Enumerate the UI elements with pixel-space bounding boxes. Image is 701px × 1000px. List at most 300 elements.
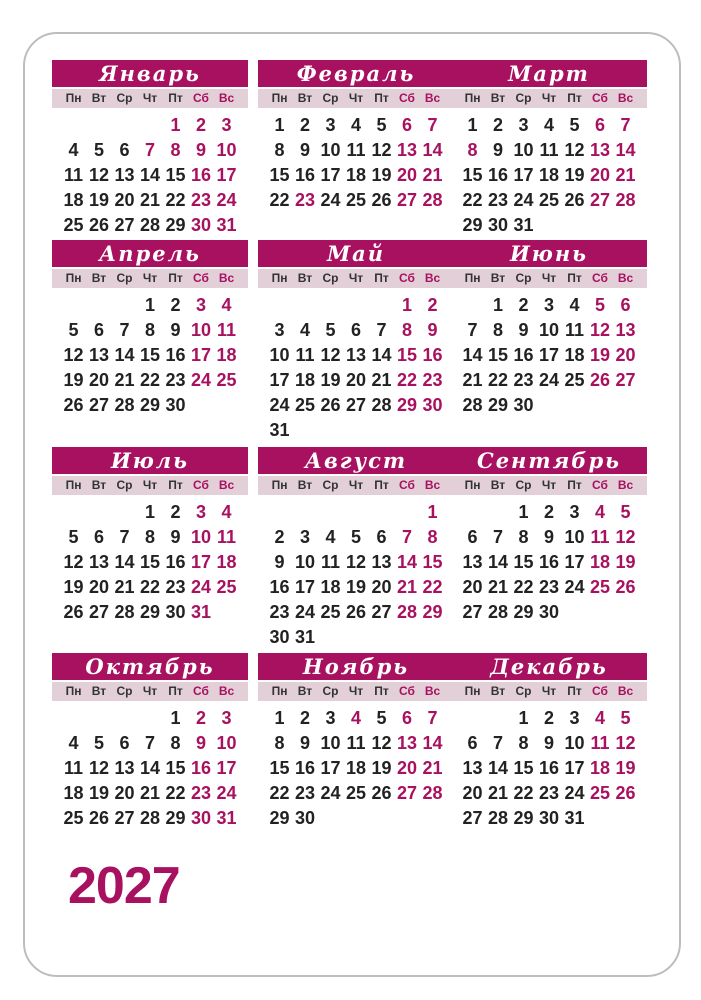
day-cell: 11: [63, 165, 84, 185]
empty-cell: [267, 500, 293, 525]
day-cell: 4: [569, 295, 580, 315]
day-cell: 8: [492, 320, 503, 340]
day-cell: 24: [190, 577, 212, 597]
weekday-label: Чт: [541, 478, 557, 492]
day-cell: 16: [538, 758, 560, 778]
day-cell: 22: [269, 783, 290, 803]
day-cell: 9: [299, 140, 310, 160]
month-title: Май: [258, 240, 454, 267]
day-cell: 6: [93, 320, 104, 340]
weekday-label: Ср: [322, 684, 339, 698]
day-cell: 24: [320, 190, 341, 210]
weekday-header: [258, 476, 454, 495]
day-cell: 21: [139, 783, 161, 803]
weekday-label: Ср: [322, 478, 339, 492]
day-cell: 6: [119, 140, 130, 160]
day-cell: 26: [320, 395, 341, 415]
day-cell: 13: [371, 552, 392, 572]
day-cell: 21: [396, 577, 418, 597]
year-label: 2027: [68, 857, 180, 915]
weekday-label: Ср: [116, 684, 133, 698]
day-cell: 12: [345, 552, 367, 572]
weekday-label: Сб: [399, 271, 415, 285]
weekday-header: [258, 682, 454, 701]
day-cell: 4: [594, 502, 605, 522]
day-cell: 25: [345, 190, 367, 210]
day-cell: 12: [615, 733, 636, 753]
day-cell: 9: [543, 527, 554, 547]
weekday-label: Ср: [116, 91, 133, 105]
day-cell: 3: [569, 502, 580, 522]
weekday-label: Вт: [91, 684, 107, 698]
weekday-label: Ср: [515, 271, 532, 285]
day-cell: 2: [195, 115, 206, 135]
weekday-label: Вт: [91, 478, 107, 492]
day-cell: 15: [139, 345, 161, 365]
day-cell: 30: [538, 602, 560, 622]
day-cell: 31: [190, 602, 212, 622]
empty-cell: [137, 706, 163, 731]
day-cell: 16: [538, 552, 560, 572]
day-cell: 5: [620, 502, 631, 522]
day-cell: 18: [589, 758, 611, 778]
day-cell: 12: [564, 140, 585, 160]
day-cell: 22: [513, 783, 534, 803]
day-cell: 17: [216, 758, 237, 778]
day-cell: 21: [139, 190, 161, 210]
day-cell: 12: [63, 552, 84, 572]
day-cell: 15: [396, 345, 418, 365]
empty-cell: [86, 113, 112, 138]
day-cell: 19: [589, 345, 611, 365]
day-cell: 14: [422, 140, 443, 160]
weekday-label: Сб: [193, 478, 209, 492]
day-cell: 2: [299, 115, 310, 135]
month-block: [52, 60, 248, 238]
weekday-label: Пт: [374, 478, 389, 492]
day-cell: 11: [346, 140, 366, 160]
day-cell: 9: [170, 527, 181, 547]
day-cell: 16: [513, 345, 534, 365]
day-cell: 1: [170, 115, 181, 135]
day-cell: 18: [216, 552, 237, 572]
weekday-label: Пт: [567, 684, 582, 698]
weekday-label: Вт: [297, 478, 313, 492]
day-cell: 24: [538, 370, 560, 390]
day-cell: 21: [114, 577, 135, 597]
day-cell: 1: [274, 115, 285, 135]
days-grid: [451, 500, 647, 625]
day-cell: 4: [68, 140, 79, 160]
days-grid: [52, 293, 248, 418]
day-cell: 31: [216, 808, 237, 828]
day-cell: 27: [396, 783, 418, 803]
weekday-label: Вс: [424, 478, 441, 492]
empty-cell: [292, 293, 318, 318]
day-cell: 15: [139, 552, 161, 572]
day-cell: 24: [216, 190, 237, 210]
day-cell: 21: [615, 165, 636, 185]
weekday-label: Вт: [490, 478, 506, 492]
weekday-label: Пн: [464, 684, 481, 698]
day-cell: 23: [294, 783, 316, 803]
weekday-label: Чт: [541, 271, 557, 285]
empty-cell: [112, 293, 138, 318]
day-cell: 29: [513, 808, 534, 828]
weekday-label: Вс: [218, 684, 235, 698]
day-cell: 3: [221, 708, 232, 728]
days-grid: [52, 113, 248, 238]
day-cell: 24: [216, 783, 237, 803]
day-cell: 1: [144, 502, 155, 522]
day-cell: 3: [569, 708, 580, 728]
day-cell: 17: [564, 552, 585, 572]
day-cell: 11: [295, 345, 315, 365]
days-grid: [258, 293, 454, 443]
day-cell: 10: [216, 733, 237, 753]
weekday-label: Пт: [374, 91, 389, 105]
day-cell: 28: [139, 215, 161, 235]
empty-cell: [61, 500, 87, 525]
month-title: Июль: [52, 447, 248, 474]
day-cell: 3: [195, 502, 206, 522]
day-cell: 18: [320, 577, 341, 597]
day-cell: 27: [589, 190, 611, 210]
day-cell: 31: [269, 420, 290, 440]
day-cell: 27: [88, 602, 110, 622]
day-cell: 20: [462, 577, 483, 597]
day-cell: 4: [325, 527, 336, 547]
day-cell: 18: [589, 552, 611, 572]
day-cell: 11: [346, 733, 366, 753]
weekday-label: Чт: [348, 478, 364, 492]
day-cell: 30: [165, 602, 186, 622]
day-cell: 25: [564, 370, 585, 390]
weekday-label: Вт: [490, 684, 506, 698]
day-cell: 4: [350, 115, 361, 135]
day-cell: 17: [513, 165, 534, 185]
weekday-label: Ср: [116, 478, 133, 492]
empty-cell: [86, 293, 112, 318]
day-cell: 18: [345, 758, 367, 778]
day-cell: 13: [114, 758, 135, 778]
day-cell: 17: [269, 370, 290, 390]
day-cell: 10: [320, 140, 341, 160]
day-cell: 15: [269, 758, 290, 778]
day-cell: 7: [492, 527, 503, 547]
weekday-label: Вт: [490, 271, 506, 285]
month-title: Декабрь: [451, 653, 647, 680]
day-cell: 19: [345, 577, 367, 597]
empty-cell: [460, 706, 486, 731]
day-cell: 10: [190, 527, 212, 547]
day-cell: 27: [345, 395, 367, 415]
day-cell: 27: [462, 602, 483, 622]
days-grid: [52, 500, 248, 625]
day-cell: 30: [190, 215, 212, 235]
weekday-label: Пт: [168, 271, 183, 285]
day-cell: 23: [190, 783, 212, 803]
day-cell: 30: [269, 627, 290, 647]
day-cell: 18: [564, 345, 585, 365]
weekday-label: Вт: [91, 271, 107, 285]
month-title: Октябрь: [52, 653, 248, 680]
day-cell: 11: [320, 552, 341, 572]
days-grid: [258, 113, 454, 213]
day-cell: 20: [371, 577, 392, 597]
day-cell: 30: [165, 395, 186, 415]
weekday-label: Вс: [617, 271, 634, 285]
day-cell: 27: [114, 215, 135, 235]
day-cell: 26: [63, 395, 84, 415]
day-cell: 10: [190, 320, 212, 340]
day-cell: 8: [401, 320, 412, 340]
day-cell: 26: [564, 190, 585, 210]
weekday-label: Ср: [322, 91, 339, 105]
day-cell: 18: [345, 165, 367, 185]
day-cell: 15: [487, 345, 509, 365]
day-cell: 21: [487, 783, 509, 803]
day-cell: 5: [569, 115, 580, 135]
day-cell: 5: [594, 295, 605, 315]
weekday-header: [52, 476, 248, 495]
weekday-label: Вс: [424, 91, 441, 105]
days-grid: [258, 500, 454, 650]
empty-cell: [86, 706, 112, 731]
days-grid: [451, 113, 647, 238]
day-cell: 1: [492, 295, 503, 315]
day-cell: 6: [467, 733, 478, 753]
weekday-label: Ср: [515, 478, 532, 492]
day-cell: 29: [139, 602, 161, 622]
day-cell: 8: [144, 320, 155, 340]
month-block: [52, 653, 248, 831]
day-cell: 13: [88, 345, 110, 365]
day-cell: 16: [165, 345, 186, 365]
weekday-label: Пн: [464, 478, 481, 492]
day-cell: 1: [144, 295, 155, 315]
day-cell: 29: [422, 602, 443, 622]
day-cell: 15: [513, 758, 534, 778]
weekday-label: Чт: [142, 684, 158, 698]
month-block: [258, 60, 454, 213]
day-cell: 23: [422, 370, 443, 390]
day-cell: 13: [462, 758, 483, 778]
days-grid: [52, 706, 248, 831]
weekday-header: [451, 89, 647, 108]
weekday-label: Вс: [424, 684, 441, 698]
day-cell: 2: [195, 708, 206, 728]
day-cell: 20: [396, 758, 418, 778]
day-cell: 29: [165, 808, 186, 828]
day-cell: 5: [93, 733, 104, 753]
day-cell: 4: [221, 295, 232, 315]
day-cell: 15: [513, 552, 534, 572]
day-cell: 28: [114, 602, 135, 622]
weekday-header: [451, 682, 647, 701]
day-cell: 22: [513, 577, 534, 597]
day-cell: 20: [396, 165, 418, 185]
weekday-label: Ср: [322, 271, 339, 285]
day-cell: 14: [396, 552, 418, 572]
weekday-label: Сб: [592, 478, 608, 492]
weekday-label: Вт: [91, 91, 107, 105]
empty-cell: [343, 293, 369, 318]
weekday-label: Сб: [399, 684, 415, 698]
day-cell: 11: [63, 758, 84, 778]
day-cell: 14: [139, 758, 161, 778]
day-cell: 14: [371, 345, 392, 365]
month-block: [451, 60, 647, 238]
weekday-label: Вс: [218, 271, 235, 285]
day-cell: 26: [615, 577, 636, 597]
day-cell: 16: [422, 345, 443, 365]
month-block: [52, 447, 248, 625]
day-cell: 1: [427, 502, 438, 522]
day-cell: 30: [422, 395, 443, 415]
day-cell: 23: [165, 370, 186, 390]
weekday-label: Вс: [617, 91, 634, 105]
day-cell: 14: [462, 345, 483, 365]
day-cell: 14: [114, 345, 135, 365]
day-cell: 29: [462, 215, 483, 235]
weekday-label: Чт: [142, 271, 158, 285]
day-cell: 12: [63, 345, 84, 365]
day-cell: 5: [350, 527, 361, 547]
day-cell: 22: [165, 190, 186, 210]
day-cell: 7: [467, 320, 478, 340]
day-cell: 4: [543, 115, 554, 135]
day-cell: 4: [350, 708, 361, 728]
day-cell: 13: [396, 140, 418, 160]
day-cell: 8: [467, 140, 478, 160]
day-cell: 28: [396, 602, 418, 622]
day-cell: 6: [467, 527, 478, 547]
day-cell: 19: [63, 577, 84, 597]
weekday-label: Пн: [271, 91, 288, 105]
day-cell: 16: [190, 165, 212, 185]
day-cell: 6: [401, 708, 412, 728]
weekday-header: [52, 89, 248, 108]
empty-cell: [460, 293, 486, 318]
day-cell: 20: [114, 190, 135, 210]
day-cell: 22: [462, 190, 483, 210]
day-cell: 29: [396, 395, 418, 415]
day-cell: 19: [88, 783, 110, 803]
empty-cell: [369, 500, 395, 525]
day-cell: 3: [518, 115, 529, 135]
day-cell: 23: [538, 577, 560, 597]
day-cell: 23: [165, 577, 186, 597]
day-cell: 18: [216, 345, 237, 365]
day-cell: 2: [274, 527, 285, 547]
day-cell: 11: [216, 527, 237, 547]
day-cell: 16: [294, 165, 316, 185]
day-cell: 17: [538, 345, 560, 365]
day-cell: 14: [139, 165, 161, 185]
day-cell: 21: [422, 758, 443, 778]
weekday-label: Пн: [271, 684, 288, 698]
weekday-label: Чт: [348, 684, 364, 698]
day-cell: 30: [513, 395, 534, 415]
day-cell: 19: [371, 758, 392, 778]
day-cell: 12: [589, 320, 611, 340]
day-cell: 5: [68, 320, 79, 340]
day-cell: 23: [269, 602, 290, 622]
empty-cell: [112, 113, 138, 138]
empty-cell: [61, 706, 87, 731]
day-cell: 25: [589, 783, 611, 803]
day-cell: 22: [165, 783, 186, 803]
day-cell: 2: [543, 502, 554, 522]
day-cell: 23: [190, 190, 212, 210]
day-cell: 5: [68, 527, 79, 547]
weekday-label: Пн: [271, 478, 288, 492]
weekday-label: Сб: [592, 271, 608, 285]
weekday-label: Чт: [142, 478, 158, 492]
day-cell: 28: [462, 395, 483, 415]
day-cell: 28: [422, 783, 443, 803]
day-cell: 8: [518, 527, 529, 547]
weekday-label: Вс: [218, 478, 235, 492]
day-cell: 6: [93, 527, 104, 547]
day-cell: 3: [543, 295, 554, 315]
weekday-header: [451, 476, 647, 495]
day-cell: 28: [615, 190, 636, 210]
day-cell: 25: [216, 577, 237, 597]
day-cell: 31: [294, 627, 316, 647]
day-cell: 28: [487, 602, 509, 622]
day-cell: 2: [492, 115, 503, 135]
day-cell: 15: [269, 165, 290, 185]
day-cell: 24: [294, 602, 316, 622]
empty-cell: [369, 293, 395, 318]
day-cell: 14: [487, 552, 509, 572]
day-cell: 22: [139, 370, 161, 390]
weekday-label: Вс: [617, 684, 634, 698]
empty-cell: [485, 706, 511, 731]
day-cell: 22: [269, 190, 290, 210]
day-cell: 15: [165, 758, 186, 778]
day-cell: 15: [422, 552, 443, 572]
day-cell: 20: [114, 783, 135, 803]
day-cell: 8: [170, 733, 181, 753]
weekday-label: Ср: [116, 271, 133, 285]
empty-cell: [318, 500, 344, 525]
day-cell: 9: [427, 320, 438, 340]
day-cell: 10: [538, 320, 560, 340]
day-cell: 17: [320, 758, 341, 778]
day-cell: 10: [564, 733, 585, 753]
day-cell: 26: [88, 215, 110, 235]
month-title: Ноябрь: [258, 653, 454, 680]
day-cell: 25: [216, 370, 237, 390]
day-cell: 4: [299, 320, 310, 340]
day-cell: 14: [114, 552, 135, 572]
day-cell: 10: [320, 733, 341, 753]
day-cell: 20: [88, 370, 110, 390]
day-cell: 4: [68, 733, 79, 753]
month-block: [258, 653, 454, 831]
weekday-label: Чт: [142, 91, 158, 105]
day-cell: 16: [190, 758, 212, 778]
weekday-label: Сб: [592, 684, 608, 698]
weekday-label: Сб: [193, 271, 209, 285]
weekday-label: Чт: [541, 684, 557, 698]
empty-cell: [86, 500, 112, 525]
day-cell: 22: [422, 577, 443, 597]
day-cell: 19: [63, 370, 84, 390]
